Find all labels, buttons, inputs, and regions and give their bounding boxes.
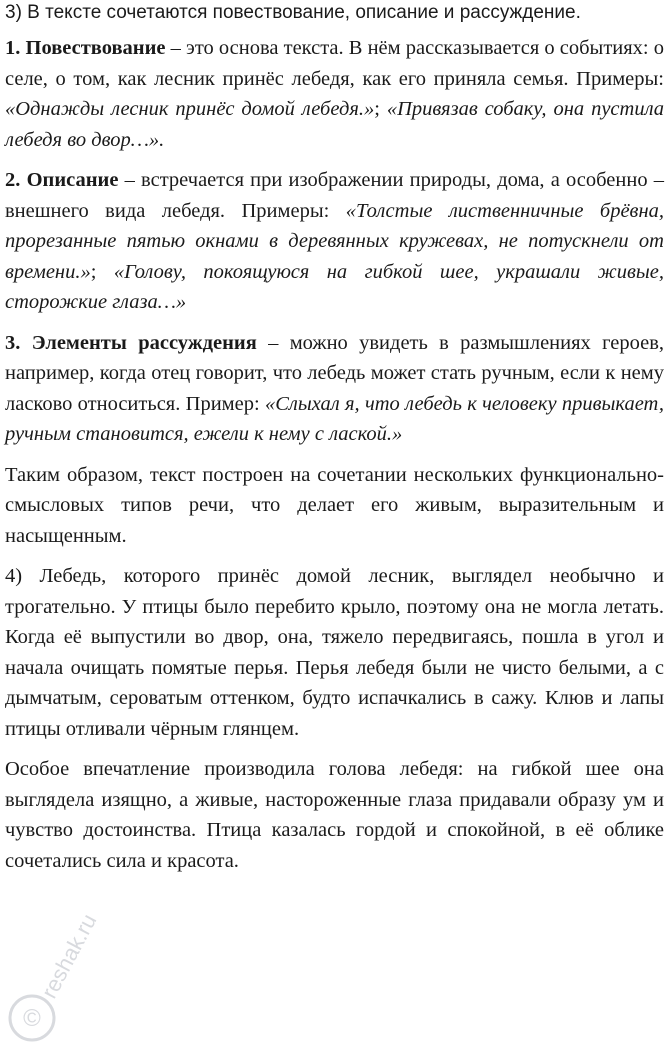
item-number: 3. <box>5 331 21 354</box>
spacer <box>5 318 664 328</box>
paragraph-text: – встречается при изображении природы, дома, а особенно – внешнего вида лебедя. Примеры: <box>5 169 665 222</box>
item-number: 2. <box>5 169 21 191</box>
paragraph-conclusion: Таким образом, текст построен на сочетании нескольких функционально-смысловых типов речи, что делает его живым, выразительным и насыщенным. <box>5 463 664 547</box>
intro-line: 3) В тексте сочетаются повествование, описание и рассуждение. <box>5 2 581 23</box>
term-reasoning: Элементы рассуждения <box>31 331 257 354</box>
paragraph-swan-appearance: 4) Лебедь, которого принёс домой лесник, выглядел необычно и трогательно. У птицы было перебито крыло, поэтому она не могла летать. Когда её выпустили во двор, она, тяжело передвигаясь, пошла в угол и начала очищать помятые перья. Перья лебедя были не чисто белыми, а с дымчатым, сероватым оттенком, будто испачкались в сажу. Клюв и лапы птицы отливали чёрным глянцем. <box>5 565 664 740</box>
term-description: Описание <box>26 169 119 191</box>
example-quote: «Слыхал я, что лебедь к человеку привыкает, ручным становится, ежели к нему с лаской.» <box>5 392 664 445</box>
document-page <box>5 0 664 876</box>
paragraph-reasoning <box>5 328 664 450</box>
svg-text:©: © <box>23 1005 41 1032</box>
paragraph-narration <box>5 33 664 155</box>
spacer <box>5 450 664 460</box>
paragraph-description <box>5 165 664 318</box>
example-quote: «Толстые лиственничные брёвна, прорезанные пятью окнами в деревянных кружевах, не потускнели от времени.» <box>5 199 664 283</box>
separator: ; <box>374 98 387 120</box>
item-number: 1. <box>5 37 21 59</box>
example-quote: «Голову, покоящуюся на гибкой шее, украшали живые, сторожкие глаза…» <box>5 260 664 313</box>
watermark-logo <box>0 900 144 1050</box>
spacer <box>5 551 664 561</box>
term-narration: Повествование <box>25 37 166 59</box>
spacer <box>5 155 664 165</box>
paragraph-text: – это основа текста. В нём рассказывается о событиях: о селе, о том, как лесник принёс лебедя, как его приняла семья. Примеры: <box>5 37 665 90</box>
paragraph-swan-head: Особое впечатление производила голова лебедя: на гибкой шее она выглядела изящно, а живые, настороженные глаза придавали образу ум и чувство достоинства. Птица казалась гордой и спокойной, в её облике сочетались сила и красота. <box>5 758 664 872</box>
example-quote: «Привязав собаку, она пустила лебедя во двор…». <box>5 98 665 151</box>
example-quote: «Однажды лесник принёс домой лебедя.» <box>5 98 375 120</box>
spacer <box>5 744 664 754</box>
svg-text:reshak.ru: reshak.ru <box>36 909 102 1003</box>
separator: ; <box>90 260 114 283</box>
spacer <box>5 25 664 33</box>
paragraph-text: – можно увидеть в размышлениях героев, например, когда отец говорит, что лебедь может стать ручным, если к нему ласково относиться. Пример: <box>5 331 665 415</box>
